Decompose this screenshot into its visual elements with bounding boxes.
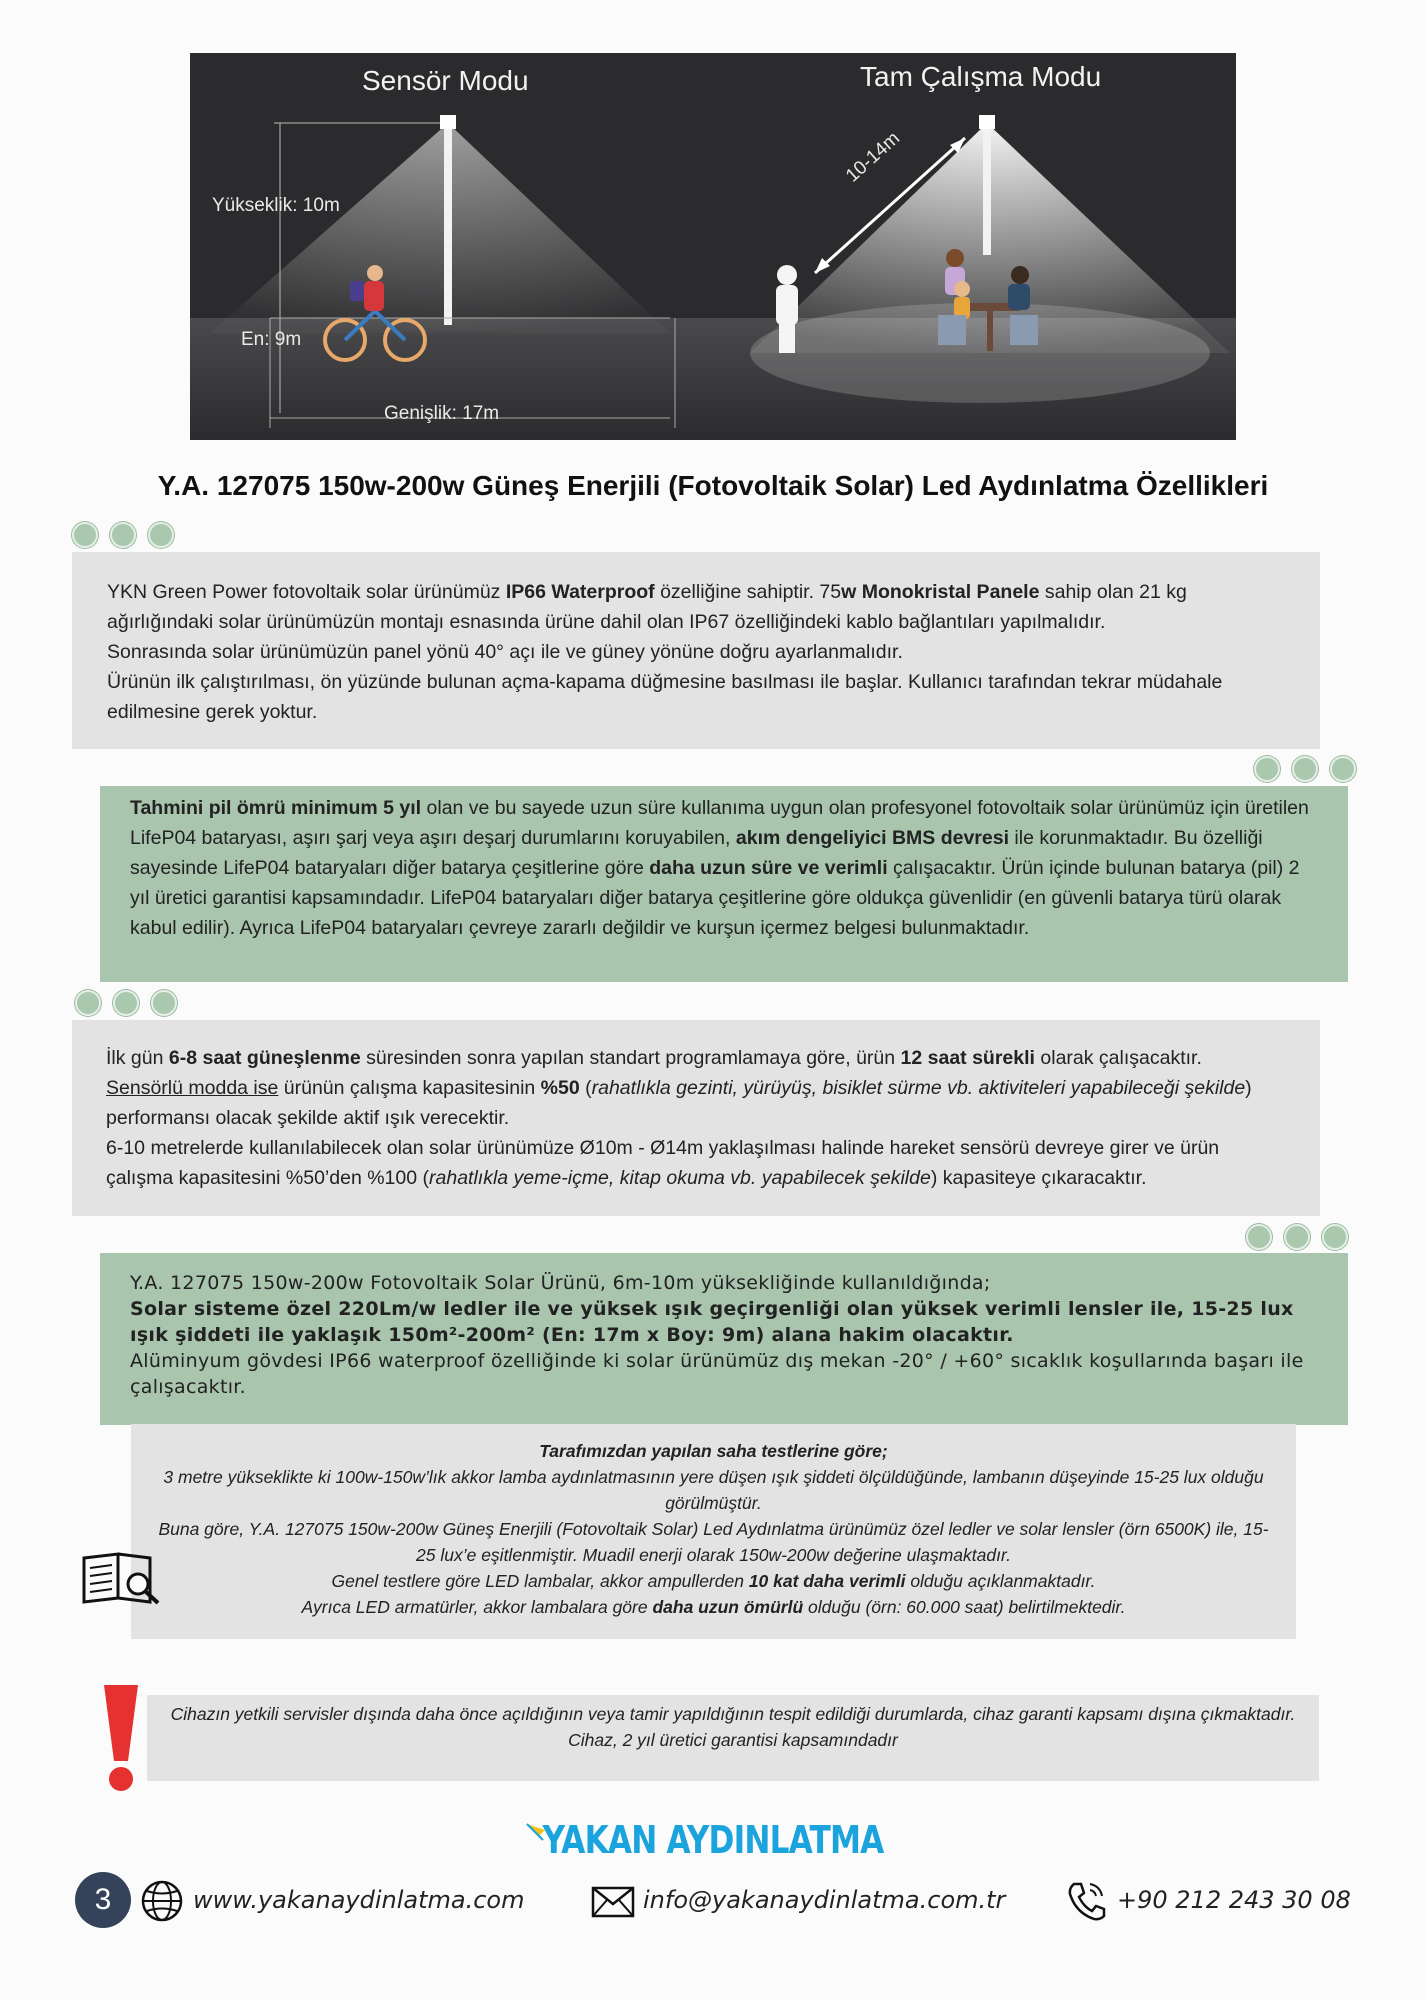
hero-illustration xyxy=(190,53,1236,440)
section-battery: Tahmini pil ömrü minimum 5 yıl olan ve bu sayede uzun süre kullanıma uygun olan profesyonel fotovoltaik solar ürünümüz için üretilen LifeP04 bataryası, aşırı şarj veya aşırı deşarj durumlarını koruyabilen, akım dengeliyici BMS devresi ile korunmaktadır. Bu özelliği sayesinde LifeP04 bataryaları diğer batarya çeşitlerine göre daha uzun süre ve verimli çalışacaktır. Ürün içinde bulunan batarya (pil) 2 yıl üretici garantisi kapsamındadır. LifeP04 bataryaları diğer batarya çeşitlerine göre oldukça güvenlidir (en güvenli batarya türü olarak kabul edilir). Ayrıca LifeP04 bataryaları çevreye zararlı değildir ve kurşun içermez belgesi bulunmaktadır. xyxy=(100,786,1348,982)
width-label: En: 9m xyxy=(241,329,302,350)
page-number: 3 xyxy=(75,1872,131,1928)
brand-logo: YAKAN AYDINLATMA xyxy=(542,1818,884,1862)
lamp-pole-icon xyxy=(444,125,452,325)
sensor-mode-label: Sensör Modu xyxy=(362,65,529,96)
decorative-dots xyxy=(1246,1224,1348,1250)
decorative-dots xyxy=(72,522,174,548)
person-icon xyxy=(776,265,798,353)
distance-label: 10-14m xyxy=(842,127,904,187)
decorative-dots xyxy=(75,990,177,1016)
section-installation-p3: Ürünün ilk çalıştırılması, ön yüzünde bulunan açma-kapama düğmesine basılması ile başlar. Kullanıcı tarafından tekrar müdahale edilmesine gerek yoktur. xyxy=(107,671,1223,723)
section-performance: Y.A. 127075 150w-200w Fotovoltaik Solar Ürünü, 6m-10m yüksekliğinde kullanıldığında; Solar sisteme özel 220Lm/w ledler ile ve yüksek ışık geçirgenliği olan yüksek verimli lensler ile, 15-25 lux ışık şiddeti ile yaklaşık 150m²-200m² (En: 17m x Boy: 9m) alana hakim olacaktır. Alüminyum gövdesi IP66 waterproof özelliğinde ki solar ürünümüz dış mekan -20° / +60° sıcaklık koşullarında başarı ile çalışacaktır. xyxy=(100,1253,1348,1425)
phone-link[interactable]: +90 212 243 30 08 xyxy=(1117,1886,1351,1914)
section-warranty-warning: Cihazın yetkili servisler dışında daha önce açıldığının veya tamir yapıldığının tespit edildiği durumlarda, cihaz garanti kapsamı dışına çıkmaktadır. Cihaz, 2 yıl üretici garantisi kapsamındadır xyxy=(147,1695,1319,1781)
section-installation-p2: Sonrasında solar ürünümüzün panel yönü 40° açı ile ve güney yönüne doğru ayarlanmalıdır. xyxy=(107,641,903,663)
full-mode-label: Tam Çalışma Modu xyxy=(860,61,1102,92)
email-icon xyxy=(591,1886,635,1918)
globe-icon xyxy=(140,1879,184,1923)
decorative-dots xyxy=(1254,756,1356,782)
email-link[interactable]: info@yakanaydinlatma.com.tr xyxy=(643,1886,1006,1914)
warning-exclamation-icon xyxy=(100,1683,142,1793)
page-title: Y.A. 127075 150w-200w Güneş Enerjili (Fotovoltaik Solar) Led Aydınlatma Özellikleri xyxy=(157,470,1269,501)
sensor-light-beam xyxy=(210,123,670,333)
website-link[interactable]: www.yakanaydinlatma.com xyxy=(193,1886,525,1914)
section-installation xyxy=(72,552,1320,749)
section-operation: İlk gün 6-8 saat güneşlenme süresinden sonra yapılan standart programlamaya göre, ürün 12 saat sürekli olarak çalışacaktır. Sensörlü modda ise ürünün çalışma kapasitesinin %50 (rahatlıkla gezinti, yürüyüş, bisiklet sürme vb. aktiviteleri yapabileceği şekilde) performansı olacak şekilde aktif ışık verecektir. 6-10 metrelerde kullanılabilecek olan solar ürünümüze Ø10m - Ø14m yaklaşılması halinde hareket sensörü devreye girer ve ürün çalışma kapasitesini %50’den %100 (rahatlıkla yeme-içme, kitap okuma vb. yapabilecek şekilde) kapasiteye çıkaracaktır. xyxy=(72,1020,1320,1216)
hero-scene xyxy=(190,53,1236,440)
length-label: Genişlik: 17m xyxy=(384,403,500,424)
section-installation-p1: YKN Green Power fotovoltaik solar ürünümüz IP66 Waterproof özelliğine sahiptir. 75w Monokristal Panele sahip olan 21 kg ağırlığındaki solar ürünümüzün montajı esnasında ürüne dahil olan IP67 özelliğindeki kablo bağlantıları yapılmalıdır. xyxy=(107,581,1187,633)
book-search-icon xyxy=(80,1548,162,1606)
phone-icon xyxy=(1066,1880,1106,1922)
height-label: Yükseklik: 10m xyxy=(212,195,340,216)
section-field-tests: Tarafımızdan yapılan saha testlerine göre; 3 metre yükseklikte ki 100w-150w’lık akkor lamba aydınlatmasının yere düşen ışık şiddeti ölçüldüğünde, lambanın düşeyinde 15-25 lux olduğu görülmüştür. Buna göre, Y.A. 127075 150w-200w Güneş Enerjili (Fotovoltaik Solar) Led Aydınlatma ürünümüz özel ledler ve solar lensler (örn 6500K) ile, 15-25 lux’e eşitlenmiştir. Muadil enerji olarak 150w-200w değerine ulaşmaktadır. Genel testlere göre LED lambalar, akkor ampullerden 10 kat daha verimli olduğu açıklanmaktadır. Ayrıca LED armatürler, akkor lambalara göre daha uzun ömürlü olduğu (örn: 60.000 saat) belirtilmektedir. xyxy=(131,1424,1296,1639)
